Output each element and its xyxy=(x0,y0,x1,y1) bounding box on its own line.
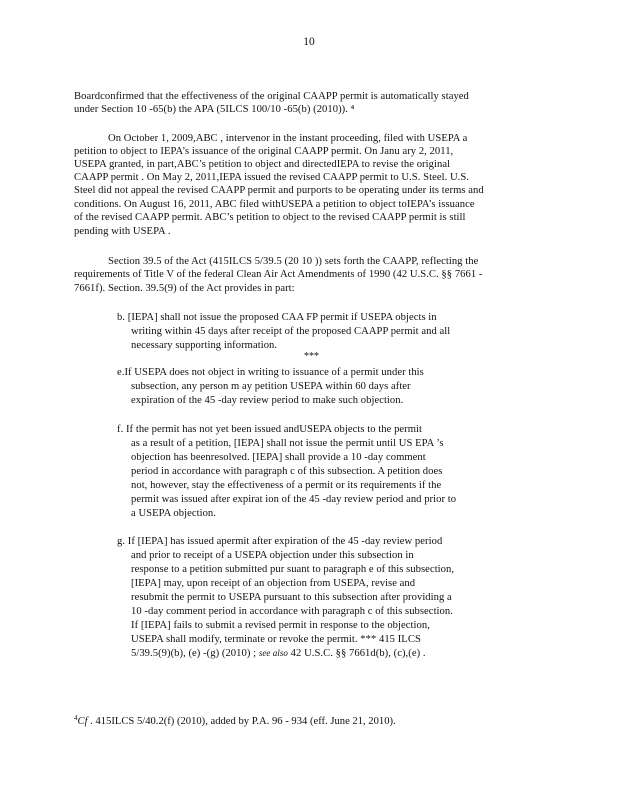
quote-f-line-5: not, however, stay the effectiveness of a permit or its requirements if the xyxy=(131,480,442,491)
footnote-marker: 4 xyxy=(74,714,78,722)
ellipsis-stars: *** xyxy=(304,351,319,362)
quote-b-line-3: necessary supporting information. xyxy=(131,340,278,351)
paragraph-2-line-4: CAAPP permit . On May 2, 2011,IEPA issued the revised CAAPP permit to U.S. Steel. U.S. xyxy=(74,172,469,183)
paragraph-3-line-1: Section 39.5 of the Act (415ILCS 5/39.5 (20 10 )) sets forth the CAAPP, reflecting the xyxy=(108,256,479,267)
citation-see-also: see also xyxy=(258,648,288,658)
footnote-divider xyxy=(74,703,194,704)
quote-e-line-2: subsection, any person m ay petition USEPA within 60 days after xyxy=(131,381,411,392)
quote-b-line-1: b. [IEPA] shall not issue the proposed CAA FP permit if USEPA objects in xyxy=(117,312,437,323)
quote-f-line-7: a USEPA objection. xyxy=(131,508,216,519)
paragraph-2-line-1: On October 1, 2009,ABC , intervenor in the instant proceeding, filed with USEPA a xyxy=(108,133,468,144)
paragraph-1-line-1: Boardconfirmed that the effectiveness of the original CAAPP permit is automatically stayed xyxy=(74,91,469,102)
quote-e-line-1: e.If USEPA does not object in writing to issuance of a permit under this xyxy=(117,367,424,378)
quote-g-line-4: [IEPA] may, upon receipt of an objection from USEPA, revise and xyxy=(131,578,416,589)
paragraph-2-line-2: petition to object to IEPA’s issuance of the original CAAPP permit. On Janu ary 2, 2011, xyxy=(74,146,454,157)
quote-b-line-2: writing within 45 days after receipt of the proposed CAAPP permit and all xyxy=(131,326,451,337)
paragraph-2-line-6: conditions. On August 16, 2011, ABC filed withUSEPA a petition to object toIEPA’s issuance xyxy=(74,199,475,210)
quote-g-line-7: If [IEPA] fails to submit a revised permit in response to the objection, xyxy=(131,620,430,631)
quote-g-line-6: 10 -day comment period in accordance with paragraph c of this subsection. xyxy=(131,606,453,617)
paragraph-3-line-3: 7661f). Section. 39.5(9) of the Act provides in part: xyxy=(74,283,295,294)
quote-g-line-2: and prior to receipt of a USEPA objection under this subsection in xyxy=(131,550,414,561)
quote-e-line-3: expiration of the 45 -day review period to make such objection. xyxy=(131,395,404,406)
paragraph-1-line-2: under Section 10 -65(b) the APA (5ILCS 100/10 -65(b) (2010)). ⁴ xyxy=(74,104,355,115)
footnote-cf: Cf xyxy=(77,716,88,727)
footnote-4 xyxy=(74,712,396,728)
quote-g-citation-line xyxy=(131,647,426,660)
quote-g-line-3: response to a petition submitted pur suant to paragraph e of this subsection, xyxy=(131,564,455,575)
page-number: 10 xyxy=(303,36,315,48)
quote-f-line-6: permit was issued after expirat ion of the 45 -day review period and prior to xyxy=(131,494,457,505)
paragraph-2-line-5: Steel did not appeal the revised CAAPP permit and purports to be operating under its terms and xyxy=(74,185,484,196)
quote-f-line-4: period in accordance with paragraph c of this subsection. A petition does xyxy=(131,466,443,477)
quote-g-line-8: USEPA shall modify, terminate or revoke the permit. *** 415 ILCS xyxy=(131,634,421,645)
paragraph-2-line-7: of the revised CAAPP permit. ABC’s petition to object to the revised CAAPP permit is still xyxy=(74,212,466,223)
quote-f-line-1: f. If the permit has not yet been issued andUSEPA objects to the permit xyxy=(117,424,423,435)
paragraph-2-line-3: USEPA granted, in part,ABC’s petition to object and directedIEPA to revise the original xyxy=(74,159,451,170)
quote-g-line-1: g. If [IEPA] has issued apermit after expiration of the 45 -day review period xyxy=(117,536,443,547)
paragraph-3-line-2: requirements of Title V of the federal Clean Air Act Amendments of 1990 (42 U.S.C. §§ 7661 - xyxy=(74,269,483,280)
quote-f-line-3: objection has beenresolved. [IEPA] shall provide a 10 -day comment xyxy=(131,452,426,463)
quote-g-line-5: resubmit the permit to USEPA pursuant to this subsection after providing a xyxy=(131,592,452,603)
quote-f-line-2: as a result of a petition, [IEPA] shall not issue the permit until US EPA ’s xyxy=(131,438,444,449)
footnote-text: . 415ILCS 5/40.2(f) (2010), added by P.A. 96 - 934 (eff. June 21, 2010). xyxy=(87,716,396,727)
paragraph-2-line-8: pending with USEPA . xyxy=(74,226,171,237)
citation-prefix: 5/39.5(9)(b), (e) -(g) (2010) ; xyxy=(131,648,257,659)
citation-suffix: 42 U.S.C. §§ 7661d(b), (c),(e) . xyxy=(290,648,426,659)
